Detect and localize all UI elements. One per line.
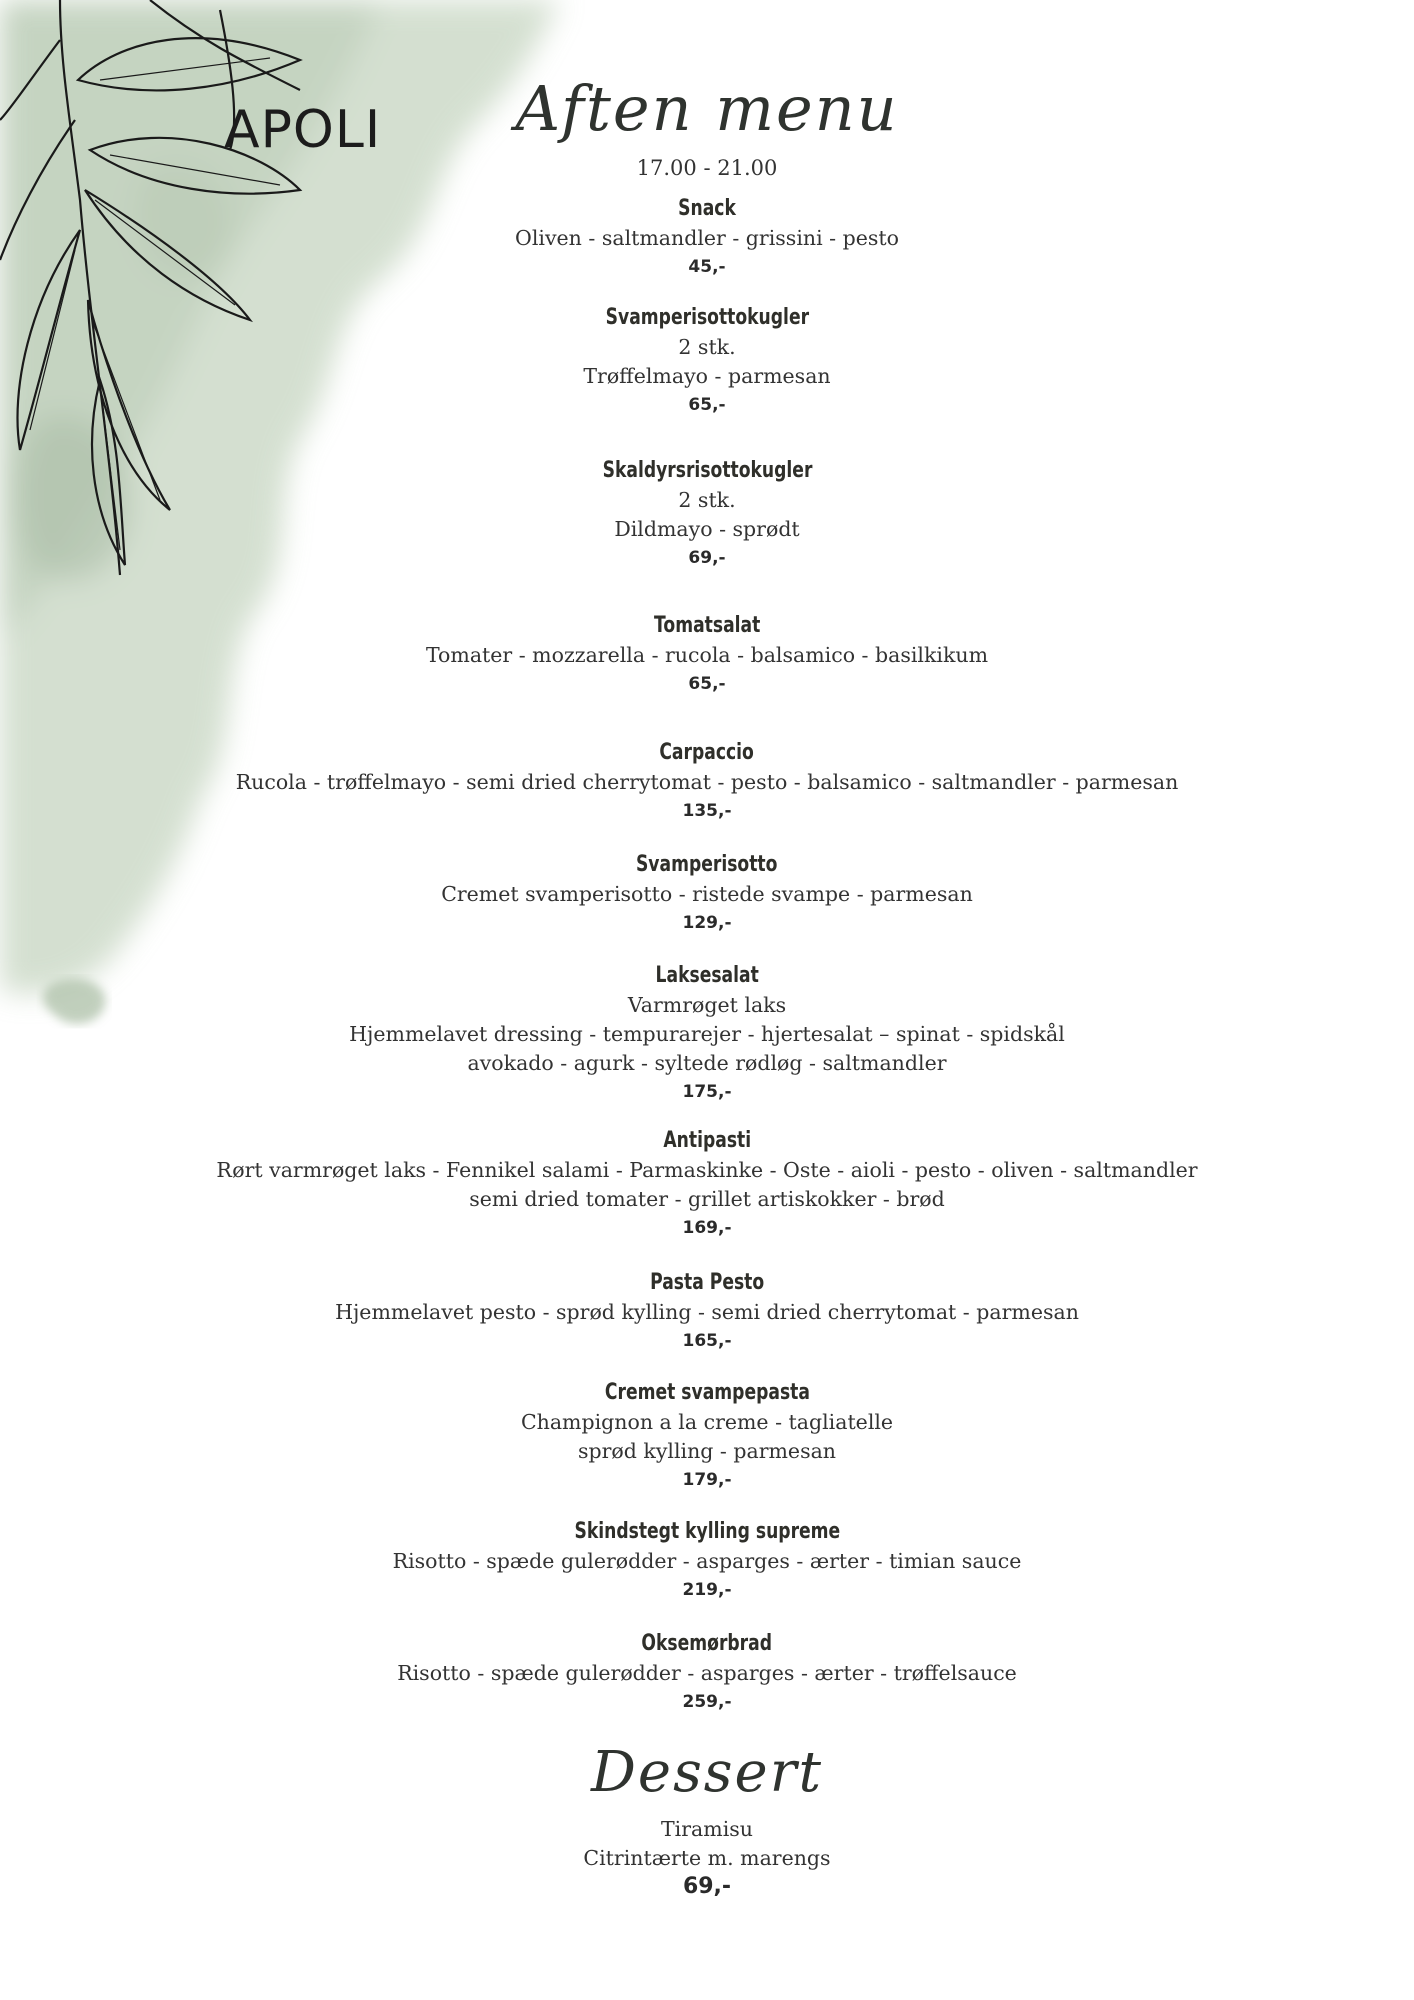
dessert-price: 69,- [682,1874,732,1899]
menu-item [0,1378,1414,1494]
item-price: 69,- [688,548,726,568]
menu-item [0,611,1414,698]
item-name: Cremet svampepasta [604,1380,810,1405]
item-name: Carpaccio [659,740,755,765]
item-price: 219,- [682,1580,732,1600]
item-name: Pasta Pesto [649,1270,765,1295]
item-name: Laksesalat [655,963,759,988]
dessert-description: Citrintærte m. marengs [583,1846,831,1870]
item-description: sprød kylling - parmesan [577,1439,837,1463]
item-description: Trøffelmayo - parmesan [583,364,831,388]
item-description: Rørt varmrøget laks - Fennikel salami - Parmaskinke - Oste - aioli - pesto - oliven - saltmandler [216,1158,1198,1182]
item-description: Hjemmelavet dressing - tempurarejer - hjertesalat – spinat - spidskål [349,1022,1065,1046]
item-description: 2 stk. [678,335,736,359]
item-description: Dildmayo - sprødt [614,517,800,541]
item-name: Svamperisotto [636,852,778,877]
dessert-description: Tiramisu [661,1817,753,1841]
item-description: Risotto - spæde gulerødder - asparges - ærter - timian sauce [392,1549,1022,1573]
item-description: semi dried tomater - grillet artiskokker - brød [469,1187,945,1211]
item-price: 179,- [682,1470,732,1490]
dessert-item [0,1815,1414,1901]
item-description: Risotto - spæde gulerødder - asparges - ærter - trøffelsauce [397,1661,1017,1685]
item-description: avokado - agurk - syltede rødløg - saltmandler [467,1051,947,1075]
menu-item [0,850,1414,937]
menu-item [0,1126,1414,1242]
item-price: 65,- [688,674,726,694]
menu-item [0,738,1414,825]
item-name: Antipasti [663,1128,751,1153]
item-price: 165,- [682,1331,732,1351]
opening-hours: 17.00 - 21.00 [636,156,778,180]
menu-item [0,456,1414,572]
item-price: 259,- [682,1692,732,1712]
item-name: Snack [678,196,736,221]
item-description: 2 stk. [678,488,736,512]
menu-title: Aften menu [515,72,899,145]
item-name: Svamperisottokugler [605,305,809,330]
item-name: Tomatsalat [653,613,761,638]
item-price: 175,- [682,1082,732,1102]
menu-item [0,194,1414,281]
item-description: Cremet svamperisotto - ristede svampe - parmesan [441,882,973,906]
item-description: Rucola - trøffelmayo - semi dried cherrytomat - pesto - balsamico - saltmandler - parmesan [235,770,1179,794]
item-price: 65,- [688,395,726,415]
item-price: 129,- [682,913,732,933]
menu-item [0,1268,1414,1355]
item-description: Tomater - mozzarella - rucola - balsamico - basilkikum [425,643,989,667]
item-name: Skindstegt kylling supreme [574,1519,840,1544]
item-description: Varmrøget laks [627,993,787,1017]
item-price: 135,- [682,801,732,821]
item-description: Hjemmelavet pesto - sprød kylling - semi dried cherrytomat - parmesan [335,1300,1079,1324]
menu-item [0,1517,1414,1604]
menu-item [0,961,1414,1106]
menu-item [0,1629,1414,1716]
dessert-title: Dessert [591,1740,823,1805]
menu-item [0,303,1414,419]
item-name: Oksemørbrad [641,1631,773,1656]
item-price: 45,- [688,257,726,277]
item-name: Skaldyrsrisottokugler [602,458,812,483]
item-description: Oliven - saltmandler - grissini - pesto [515,226,899,250]
item-description: Champignon a la creme - tagliatelle [520,1410,894,1434]
brand-logo: APOLI [224,100,382,160]
item-price: 169,- [682,1218,732,1238]
